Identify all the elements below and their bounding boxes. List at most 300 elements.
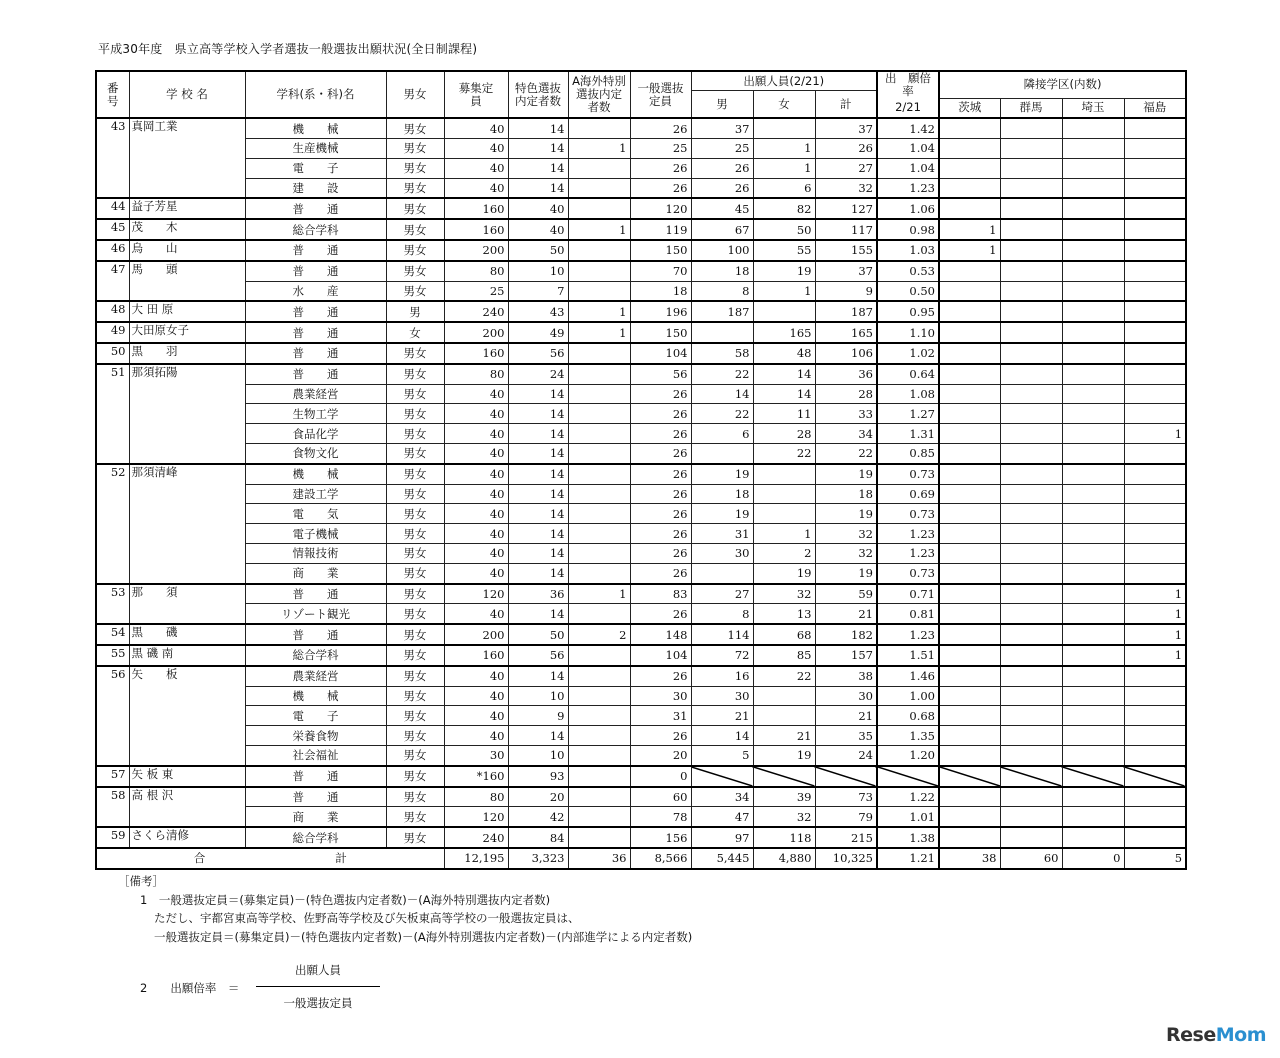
cell-ibaraki (939, 746, 1000, 766)
cell-ratio: 1.01 (877, 807, 939, 827)
cell-gunma (1000, 484, 1062, 504)
cell-tokushoku: 56 (508, 645, 568, 666)
cell-capacity: 40 (444, 484, 508, 504)
cell-ippan: 20 (630, 746, 691, 766)
cell-ippan: 150 (630, 240, 691, 261)
school-number: 45 (96, 219, 129, 240)
cell-dept: 食品化学 (245, 424, 386, 444)
cell-sex: 男女 (386, 787, 444, 807)
cell-gunma (1000, 384, 1062, 404)
cell-dept: 電 子 (245, 706, 386, 726)
cell-tokushoku: 14 (508, 604, 568, 624)
cell-sex: 男女 (386, 666, 444, 686)
cell-male: 37 (691, 118, 753, 138)
cell-sex: 男女 (386, 464, 444, 484)
table-row (96, 504, 1186, 524)
header-fukushima: 福島 (1124, 98, 1186, 118)
cell-tokushoku: 24 (508, 364, 568, 384)
cell-ibaraki (939, 544, 1000, 564)
header-saitama: 埼玉 (1062, 98, 1124, 118)
cell-capacity: 40 (444, 563, 508, 583)
cell-saitama (1062, 544, 1124, 564)
cell-capacity: 160 (444, 343, 508, 364)
cell-capacity: 30 (444, 746, 508, 766)
cell-ibaraki (939, 281, 1000, 301)
cell-ratio: 1.03 (877, 240, 939, 261)
cell-kaigai (568, 706, 630, 726)
cell-male: 30 (691, 544, 753, 564)
cell-dept: 普 通 (245, 240, 386, 261)
table-row (96, 726, 1186, 746)
school-name: 黒 羽 (129, 343, 245, 364)
cell-total: 22 (815, 444, 877, 464)
cell-tokushoku: 56 (508, 343, 568, 364)
cell-ibaraki (939, 604, 1000, 624)
school-name: さくら清修 (129, 827, 245, 848)
cell-kaigai (568, 766, 630, 787)
school-number: 50 (96, 343, 129, 364)
cell-ibaraki (939, 118, 1000, 138)
cell-sex: 男女 (386, 444, 444, 464)
cell-dept: 商 業 (245, 807, 386, 827)
cell-capacity: 120 (444, 584, 508, 604)
cell-tokushoku: 14 (508, 424, 568, 444)
table-row (96, 404, 1186, 424)
cell-ippan: 148 (630, 624, 691, 645)
cell-kaigai: 1 (568, 584, 630, 604)
cell-fukushima (1124, 666, 1186, 686)
cell-dept: 電 気 (245, 504, 386, 524)
cell-female: 82 (753, 198, 815, 219)
cell-ibaraki (939, 706, 1000, 726)
cell-dept: 栄養食物 (245, 726, 386, 746)
cell-fukushima: 1 (1124, 424, 1186, 444)
total-saitama: 0 (1062, 848, 1124, 869)
cell-female (753, 766, 815, 787)
cell-saitama (1062, 584, 1124, 604)
cell-sex: 男女 (386, 624, 444, 645)
cell-ippan: 119 (630, 219, 691, 240)
cell-saitama (1062, 604, 1124, 624)
cell-ratio: 0.68 (877, 706, 939, 726)
cell-saitama (1062, 746, 1124, 766)
cell-male: 18 (691, 261, 753, 281)
cell-ibaraki (939, 364, 1000, 384)
table-row (96, 766, 1186, 787)
cell-capacity: 40 (444, 139, 508, 159)
cell-ibaraki (939, 261, 1000, 281)
cell-saitama (1062, 807, 1124, 827)
cell-sex: 男女 (386, 404, 444, 424)
cell-dept: 普 通 (245, 766, 386, 787)
cell-tokushoku: 20 (508, 787, 568, 807)
cell-fukushima (1124, 301, 1186, 322)
cell-dept: 食物文化 (245, 444, 386, 464)
cell-ibaraki (939, 624, 1000, 645)
cell-total: 18 (815, 484, 877, 504)
cell-ippan: 26 (630, 563, 691, 583)
cell-fukushima (1124, 178, 1186, 198)
cell-ibaraki (939, 827, 1000, 848)
cell-capacity: 200 (444, 624, 508, 645)
table-row (96, 198, 1186, 219)
notes-heading: ［備考］ (118, 874, 164, 888)
school-name: 大田原女子 (129, 322, 245, 343)
cell-ippan: 26 (630, 444, 691, 464)
header-kaigai: A海外特別選抜内定者数 (568, 71, 630, 118)
header-school: 学 校 名 (129, 71, 245, 118)
cell-ratio: 1.31 (877, 424, 939, 444)
total-male: 5,445 (691, 848, 753, 869)
cell-gunma (1000, 219, 1062, 240)
cell-sex: 男女 (386, 504, 444, 524)
cell-total: 37 (815, 118, 877, 138)
cell-gunma (1000, 524, 1062, 544)
cell-kaigai (568, 807, 630, 827)
cell-male: 25 (691, 139, 753, 159)
cell-gunma (1000, 364, 1062, 384)
cell-male: 45 (691, 198, 753, 219)
cell-female: 19 (753, 261, 815, 281)
school-name: 黒 磯 (129, 624, 245, 645)
cell-capacity: 40 (444, 544, 508, 564)
cell-male: 47 (691, 807, 753, 827)
cell-tokushoku: 14 (508, 384, 568, 404)
cell-saitama (1062, 624, 1124, 645)
cell-male: 14 (691, 384, 753, 404)
cell-total: 38 (815, 666, 877, 686)
cell-gunma (1000, 584, 1062, 604)
cell-kaigai (568, 787, 630, 807)
table-row (96, 563, 1186, 583)
cell-dept: 普 通 (245, 787, 386, 807)
school-number: 57 (96, 766, 129, 787)
table-row (96, 584, 1186, 604)
cell-tokushoku: 14 (508, 544, 568, 564)
table-header (96, 71, 1186, 118)
cell-ibaraki: 1 (939, 240, 1000, 261)
cell-female: 118 (753, 827, 815, 848)
school-name: 矢 板 東 (129, 766, 245, 787)
cell-total: 32 (815, 178, 877, 198)
cell-fukushima (1124, 322, 1186, 343)
cell-gunma (1000, 544, 1062, 564)
cell-total: 19 (815, 464, 877, 484)
cell-dept: 機 械 (245, 686, 386, 706)
cell-capacity: 25 (444, 281, 508, 301)
cell-ippan: 26 (630, 524, 691, 544)
cell-ippan: 104 (630, 343, 691, 364)
table-row (96, 787, 1186, 807)
cell-ibaraki (939, 404, 1000, 424)
cell-male: 67 (691, 219, 753, 240)
school-number: 46 (96, 240, 129, 261)
cell-tokushoku: 10 (508, 686, 568, 706)
cell-total: 32 (815, 544, 877, 564)
school-name: 高 根 沢 (129, 787, 245, 828)
cell-tokushoku: 36 (508, 584, 568, 604)
cell-female: 50 (753, 219, 815, 240)
cell-kaigai (568, 504, 630, 524)
cell-capacity: 80 (444, 787, 508, 807)
cell-kaigai (568, 604, 630, 624)
cell-male: 18 (691, 484, 753, 504)
cell-capacity: 40 (444, 384, 508, 404)
cell-sex: 男女 (386, 807, 444, 827)
cell-total: 182 (815, 624, 877, 645)
cell-total: 37 (815, 261, 877, 281)
cell-saitama (1062, 364, 1124, 384)
cell-capacity: 160 (444, 198, 508, 219)
cell-ratio: 1.22 (877, 787, 939, 807)
school-number: 51 (96, 364, 129, 464)
cell-ibaraki (939, 504, 1000, 524)
cell-male: 72 (691, 645, 753, 666)
header-ibaraki: 茨城 (939, 98, 1000, 118)
cell-fukushima (1124, 563, 1186, 583)
cell-sex: 男女 (386, 118, 444, 138)
cell-male: 31 (691, 524, 753, 544)
cell-ratio: 0.98 (877, 219, 939, 240)
cell-capacity: 160 (444, 219, 508, 240)
cell-female: 68 (753, 624, 815, 645)
cell-female: 39 (753, 787, 815, 807)
cell-male: 34 (691, 787, 753, 807)
cell-saitama (1062, 827, 1124, 848)
cell-fukushima (1124, 484, 1186, 504)
cell-total: 32 (815, 524, 877, 544)
cell-female: 1 (753, 524, 815, 544)
cell-kaigai (568, 118, 630, 138)
cell-saitama (1062, 240, 1124, 261)
cell-fukushima (1124, 404, 1186, 424)
cell-total: 24 (815, 746, 877, 766)
cell-male: 21 (691, 706, 753, 726)
cell-ippan: 60 (630, 787, 691, 807)
cell-kaigai (568, 524, 630, 544)
cell-fukushima (1124, 464, 1186, 484)
cell-tokushoku: 40 (508, 198, 568, 219)
cell-sex: 男女 (386, 198, 444, 219)
cell-saitama (1062, 219, 1124, 240)
cell-ippan: 104 (630, 645, 691, 666)
cell-total (815, 766, 877, 787)
cell-capacity: 40 (444, 118, 508, 138)
header-ratio-date: 2/21 (877, 98, 939, 118)
cell-female: 22 (753, 666, 815, 686)
cell-female (753, 484, 815, 504)
cell-ratio: 1.00 (877, 686, 939, 706)
total-label-2: 計 (335, 851, 347, 866)
cell-ratio: 0.71 (877, 584, 939, 604)
cell-ratio: 1.23 (877, 544, 939, 564)
cell-female: 2 (753, 544, 815, 564)
cell-sex: 男女 (386, 827, 444, 848)
cell-gunma (1000, 787, 1062, 807)
school-number: 43 (96, 118, 129, 198)
school-name: 烏 山 (129, 240, 245, 261)
cell-gunma (1000, 766, 1062, 787)
cell-saitama (1062, 343, 1124, 364)
cell-gunma (1000, 424, 1062, 444)
cell-ratio (877, 766, 939, 787)
cell-female: 13 (753, 604, 815, 624)
cell-gunma (1000, 444, 1062, 464)
cell-kaigai (568, 158, 630, 178)
cell-sex: 男女 (386, 219, 444, 240)
cell-saitama (1062, 563, 1124, 583)
header-tokushoku: 特色選抜内定者数 (508, 71, 568, 118)
cell-gunma (1000, 504, 1062, 524)
header-gunma: 群馬 (1000, 98, 1062, 118)
cell-ibaraki: 1 (939, 219, 1000, 240)
cell-dept: 建設工学 (245, 484, 386, 504)
cell-tokushoku: 14 (508, 524, 568, 544)
cell-ippan: 0 (630, 766, 691, 787)
cell-male: 187 (691, 301, 753, 322)
cell-sex: 男女 (386, 563, 444, 583)
cell-fukushima (1124, 198, 1186, 219)
school-number: 56 (96, 666, 129, 766)
cell-ratio: 1.42 (877, 118, 939, 138)
school-name: 矢 板 (129, 666, 245, 766)
cell-dept: リゾート観光 (245, 604, 386, 624)
note-line-1: 1 一般選抜定員＝(募集定員)－(特色選抜内定者数)－(A海外特別選抜内定者数) (140, 892, 551, 907)
cell-kaigai (568, 281, 630, 301)
cell-ippan: 26 (630, 178, 691, 198)
cell-fukushima (1124, 343, 1186, 364)
cell-ippan: 78 (630, 807, 691, 827)
table-row (96, 807, 1186, 827)
total-kaigai: 36 (568, 848, 630, 869)
table-row (96, 281, 1186, 301)
cell-male: 58 (691, 343, 753, 364)
cell-female: 85 (753, 645, 815, 666)
cell-fukushima (1124, 766, 1186, 787)
table-row (96, 464, 1186, 484)
formula-denominator: 一般選抜定員 (283, 996, 353, 1010)
cell-dept: 普 通 (245, 301, 386, 322)
cell-fukushima (1124, 281, 1186, 301)
table-row (96, 301, 1186, 322)
cell-tokushoku: 14 (508, 666, 568, 686)
cell-saitama (1062, 706, 1124, 726)
cell-ratio: 1.02 (877, 343, 939, 364)
cell-gunma (1000, 118, 1062, 138)
table-row (96, 424, 1186, 444)
cell-female (753, 504, 815, 524)
cell-female: 32 (753, 584, 815, 604)
school-number: 52 (96, 464, 129, 584)
cell-total: 27 (815, 158, 877, 178)
cell-ibaraki (939, 584, 1000, 604)
cell-female: 28 (753, 424, 815, 444)
cell-tokushoku: 14 (508, 118, 568, 138)
cell-capacity: 40 (444, 726, 508, 746)
cell-ippan: 70 (630, 261, 691, 281)
cell-ippan: 26 (630, 464, 691, 484)
cell-tokushoku: 49 (508, 322, 568, 343)
cell-capacity: 40 (444, 404, 508, 424)
formula-fraction (256, 962, 380, 1011)
school-number: 49 (96, 322, 129, 343)
header-neighbor: 隣接学区(内数) (939, 71, 1186, 98)
cell-fukushima (1124, 118, 1186, 138)
cell-capacity: 120 (444, 807, 508, 827)
cell-dept: 情報技術 (245, 544, 386, 564)
cell-total: 79 (815, 807, 877, 827)
cell-tokushoku: 14 (508, 178, 568, 198)
cell-male (691, 766, 753, 787)
table-row (96, 384, 1186, 404)
notes (118, 872, 692, 946)
cell-gunma (1000, 261, 1062, 281)
cell-kaigai (568, 178, 630, 198)
cell-ippan: 120 (630, 198, 691, 219)
cell-saitama (1062, 281, 1124, 301)
cell-gunma (1000, 404, 1062, 424)
cell-saitama (1062, 384, 1124, 404)
table-row (96, 444, 1186, 464)
school-number: 53 (96, 584, 129, 625)
cell-fukushima (1124, 364, 1186, 384)
cell-ibaraki (939, 524, 1000, 544)
cell-fukushima: 1 (1124, 624, 1186, 645)
cell-female: 165 (753, 322, 815, 343)
cell-gunma (1000, 178, 1062, 198)
cell-female: 11 (753, 404, 815, 424)
cell-sex: 男女 (386, 484, 444, 504)
cell-total: 36 (815, 364, 877, 384)
cell-kaigai (568, 827, 630, 848)
cell-saitama (1062, 404, 1124, 424)
cell-ibaraki (939, 444, 1000, 464)
cell-saitama (1062, 139, 1124, 159)
cell-capacity: 200 (444, 240, 508, 261)
header-ippan: 一般選抜定員 (630, 71, 691, 118)
school-number: 44 (96, 198, 129, 219)
cell-capacity: 160 (444, 645, 508, 666)
note-line-3: 一般選抜定員＝(募集定員)－(特色選抜内定者数)－(A海外特別選抜内定者数)－(内部進学による内定者数) (154, 929, 693, 944)
cell-fukushima (1124, 726, 1186, 746)
cell-ibaraki (939, 787, 1000, 807)
cell-sex: 男女 (386, 178, 444, 198)
cell-male: 100 (691, 240, 753, 261)
cell-ratio: 1.06 (877, 198, 939, 219)
cell-gunma (1000, 706, 1062, 726)
cell-fukushima (1124, 686, 1186, 706)
cell-female: 1 (753, 158, 815, 178)
cell-ippan: 83 (630, 584, 691, 604)
cell-sex: 男女 (386, 726, 444, 746)
school-number: 47 (96, 261, 129, 302)
school-name: 茂 木 (129, 219, 245, 240)
cell-ippan: 25 (630, 139, 691, 159)
cell-male: 27 (691, 584, 753, 604)
total-ratio: 1.21 (877, 848, 939, 869)
cell-kaigai (568, 726, 630, 746)
cell-female (753, 301, 815, 322)
cell-total: 59 (815, 584, 877, 604)
cell-dept: 電子機械 (245, 524, 386, 544)
cell-fukushima (1124, 504, 1186, 524)
school-name: 黒 磯 南 (129, 645, 245, 666)
cell-fukushima (1124, 158, 1186, 178)
cell-ibaraki (939, 198, 1000, 219)
cell-capacity: 200 (444, 322, 508, 343)
total-fukushima: 5 (1124, 848, 1186, 869)
cell-tokushoku: 9 (508, 706, 568, 726)
